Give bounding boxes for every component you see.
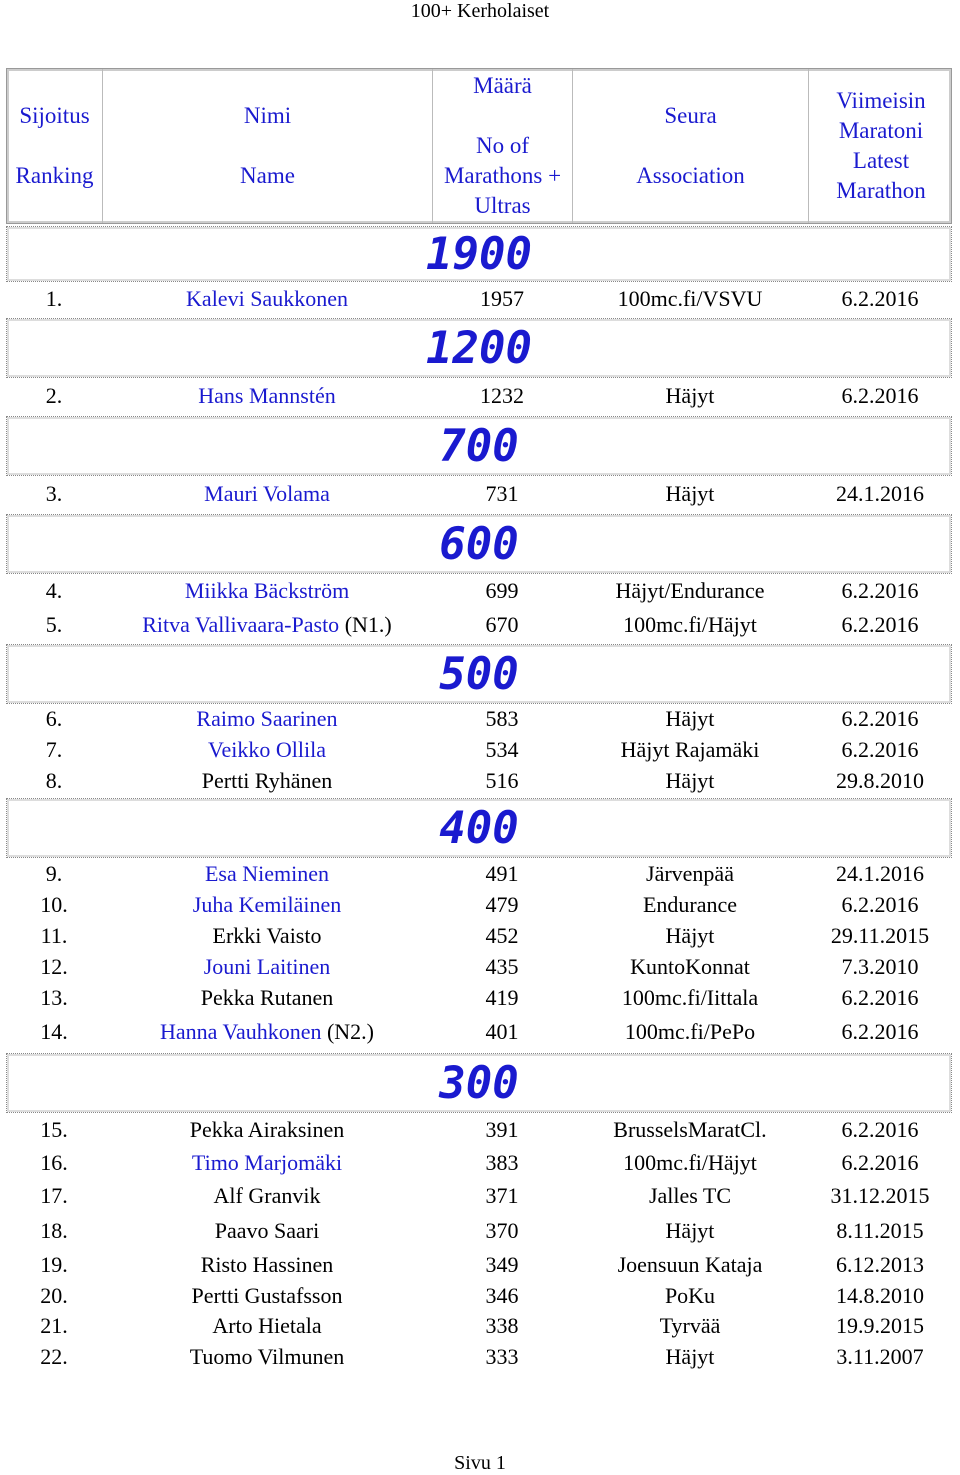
name-cell [102, 861, 432, 887]
club-cell: Häjyt [665, 481, 715, 506]
table-row [6, 734, 952, 765]
page-footer: Sivu 1 [454, 1452, 506, 1474]
club-cell: 100mc.fi/Iittala [621, 984, 759, 1010]
club-cell: Häjyt [665, 1344, 715, 1369]
runner-name: Pekka Rutanen [200, 984, 334, 1010]
table-row [6, 889, 952, 920]
runner-name-link[interactable]: Miikka Bäckström [184, 578, 350, 603]
club-cell: Joensuun Kataja [617, 1252, 763, 1277]
header-club [573, 69, 809, 223]
name-cell [102, 1252, 432, 1278]
marathon-count-cell: 419 [485, 984, 519, 1010]
header-ranking [7, 69, 103, 223]
name-cell [102, 1150, 432, 1176]
name-cell [102, 892, 432, 918]
runner-name-link[interactable]: Hans Mannstén [198, 383, 336, 408]
rank-cell: 3. [45, 481, 63, 506]
section-header: 500 [6, 644, 952, 704]
marathon-count-cell: 346 [485, 1283, 519, 1308]
rank-cell: 18. [40, 1218, 68, 1243]
latest-marathon-cell: 6.2.2016 [841, 891, 919, 917]
runner-name: Pertti Ryhänen [201, 767, 333, 793]
section-header: 1900 [6, 226, 952, 282]
marathon-count-cell: 516 [485, 767, 519, 793]
header-name [103, 69, 433, 223]
table-row [6, 858, 952, 889]
name-cell [102, 1019, 432, 1045]
header-count-en: No of Marathons + Ultras [443, 133, 562, 218]
header-latest [809, 69, 953, 223]
table-row [6, 765, 952, 796]
runner-note: (N2.) [321, 1019, 375, 1044]
latest-marathon-cell: 7.3.2010 [841, 953, 919, 979]
latest-marathon-cell: 3.11.2007 [836, 1344, 924, 1369]
table-row [6, 951, 952, 982]
runner-name-link[interactable]: Kalevi Saukkonen [186, 286, 348, 311]
marathon-count-cell: 401 [485, 1019, 519, 1044]
club-cell: Häjyt [665, 706, 715, 731]
marathon-count-cell: 583 [485, 706, 519, 731]
runner-name-link[interactable]: Jouni Laitinen [203, 953, 331, 979]
rank-cell: 12. [40, 953, 68, 979]
marathon-count-cell: 370 [485, 1218, 519, 1243]
rank-cell: 1. [45, 286, 63, 311]
page-title: 100+ Kerholaiset [410, 0, 550, 22]
runner-name: Arto Hietala [212, 1313, 322, 1338]
name-cell [102, 1344, 432, 1370]
name-cell [102, 1283, 432, 1309]
name-cell [102, 612, 432, 638]
latest-marathon-cell: 6.2.2016 [841, 736, 919, 762]
runner-name: Erkki Vaisto [212, 922, 322, 948]
name-cell [102, 923, 432, 949]
club-cell: 100mc.fi/PePo [624, 1019, 756, 1044]
header-name-en: Name [240, 163, 295, 188]
marathon-count-cell: 479 [485, 891, 519, 917]
runner-name: Pertti Gustafsson [191, 1283, 343, 1308]
header-count [433, 69, 573, 223]
runner-name-link[interactable]: Timo Marjomäki [191, 1149, 343, 1175]
sections-container [6, 226, 952, 1373]
rank-cell: 4. [45, 578, 63, 603]
table-row [6, 1213, 952, 1249]
header-club-en: Association [636, 163, 745, 188]
table-row [6, 982, 952, 1013]
rank-cell: 9. [45, 860, 63, 886]
marathon-count-cell: 534 [485, 736, 519, 762]
latest-marathon-cell: 6.2.2016 [841, 1019, 919, 1044]
name-cell [102, 1117, 432, 1143]
marathon-count-cell: 699 [485, 578, 519, 603]
runner-note: (N1.) [339, 612, 392, 637]
latest-marathon-cell: 31.12.2015 [830, 1183, 930, 1208]
runner-name: Pekka Airaksinen [189, 1116, 345, 1142]
runner-name: Risto Hassinen [200, 1252, 334, 1277]
latest-marathon-cell: 6.2.2016 [841, 286, 919, 311]
name-cell [102, 737, 432, 763]
table-row [6, 1311, 952, 1341]
latest-marathon-cell: 6.2.2016 [841, 706, 919, 731]
latest-marathon-cell: 29.8.2010 [836, 767, 924, 793]
latest-marathon-cell: 29.11.2015 [830, 922, 930, 948]
name-cell [102, 383, 432, 409]
runner-name-link[interactable]: Juha Kemiläinen [192, 891, 342, 917]
marathon-count-cell: 371 [485, 1183, 519, 1208]
club-cell: Häjyt/Endurance [615, 578, 765, 603]
club-cell: PoKu [664, 1283, 716, 1308]
name-cell [102, 768, 432, 794]
marathon-count-cell: 333 [485, 1344, 519, 1369]
table-row [6, 378, 952, 414]
latest-marathon-cell: 24.1.2016 [836, 481, 924, 506]
table-row [6, 920, 952, 951]
club-cell: Häjyt Rajamäki [620, 736, 760, 762]
table-row [6, 1281, 952, 1311]
table-row [6, 704, 952, 734]
header-ranking-en: Ranking [15, 163, 94, 188]
rank-cell: 20. [40, 1283, 68, 1308]
marathon-count-cell: 731 [485, 481, 519, 506]
table-row [6, 1249, 952, 1281]
latest-marathon-cell: 8.11.2015 [836, 1218, 924, 1243]
rank-cell: 6. [45, 706, 63, 731]
runner-name-link[interactable]: Raimo Saarinen [196, 706, 338, 731]
name-cell [102, 1218, 432, 1244]
table-row [6, 608, 952, 642]
rank-cell: 13. [40, 984, 68, 1010]
rank-cell: 2. [45, 383, 63, 408]
header-latest-en: Latest Marathon [836, 148, 926, 203]
name-cell [102, 706, 432, 732]
marathon-count-cell: 435 [485, 953, 519, 979]
header-ranking-fi: Sijoitus [19, 103, 90, 128]
rank-cell: 19. [40, 1252, 68, 1277]
section-header: 300 [6, 1053, 952, 1113]
latest-marathon-cell: 6.2.2016 [841, 1149, 919, 1175]
table-row [6, 476, 952, 512]
rank-cell: 14. [40, 1019, 68, 1044]
club-cell: Häjyt [665, 767, 715, 793]
name-cell [102, 481, 432, 507]
latest-marathon-cell: 6.2.2016 [841, 383, 919, 408]
section-header: 600 [6, 514, 952, 574]
latest-marathon-cell: 6.2.2016 [841, 612, 919, 637]
runner-name-link[interactable]: Veikko Ollila [208, 736, 326, 762]
club-cell: Häjyt [665, 922, 715, 948]
latest-marathon-cell: 19.9.2015 [836, 1313, 924, 1338]
rank-cell: 11. [40, 922, 68, 948]
rank-cell: 16. [40, 1149, 68, 1175]
marathon-count-cell: 338 [485, 1313, 519, 1338]
table-header [6, 69, 952, 224]
table-row [6, 574, 952, 608]
table-row [6, 1146, 952, 1179]
runner-name-link[interactable]: Mauri Volama [204, 481, 330, 506]
runner-name: Tuomo Vilmunen [189, 1344, 345, 1369]
runner-name: Alf Granvik [213, 1183, 321, 1208]
club-cell: Järvenpää [646, 860, 734, 886]
marathon-count-cell: 391 [485, 1116, 519, 1142]
rank-cell: 10. [40, 891, 68, 917]
table-row [6, 1113, 952, 1146]
club-cell: Tyrvää [659, 1313, 721, 1338]
marathon-count-cell: 349 [485, 1252, 519, 1277]
latest-marathon-cell: 14.8.2010 [836, 1283, 924, 1308]
latest-marathon-cell: 6.2.2016 [841, 984, 919, 1010]
club-cell: 100mc.fi/VSVU [617, 286, 763, 311]
club-cell: KuntoKonnat [630, 953, 750, 979]
rank-cell: 17. [40, 1183, 68, 1208]
table-row [6, 1013, 952, 1051]
section-header: 1200 [6, 318, 952, 378]
name-cell [102, 286, 432, 312]
header-latest-fi: Viimeisin Maratoni [836, 88, 926, 143]
name-cell [102, 954, 432, 980]
section-header: 400 [6, 798, 952, 858]
marathon-count-cell: 383 [485, 1149, 519, 1175]
rank-cell: 15. [40, 1116, 68, 1142]
name-cell [102, 1183, 432, 1209]
latest-marathon-cell: 6.2.2016 [841, 578, 919, 603]
table-row [6, 1179, 952, 1213]
marathon-count-cell: 1957 [480, 286, 524, 311]
club-cell: Endurance [642, 891, 738, 917]
runner-name-link[interactable]: Esa Nieminen [204, 860, 330, 886]
header-count-fi: Määrä [473, 73, 532, 98]
name-cell [102, 985, 432, 1011]
runner-name-link[interactable]: Ritva Vallivaara-Pasto [142, 612, 340, 637]
marathon-count-cell: 491 [485, 860, 519, 886]
runner-name: Paavo Saari [214, 1218, 320, 1243]
latest-marathon-cell: 6.12.2013 [836, 1252, 924, 1277]
club-cell: Häjyt [665, 1218, 715, 1243]
rank-cell: 5. [45, 612, 63, 637]
latest-marathon-cell: 24.1.2016 [836, 860, 924, 886]
rank-cell: 22. [40, 1344, 68, 1369]
club-cell: BrusselsMaratCl. [613, 1116, 767, 1142]
results-table [6, 68, 952, 1373]
name-cell [102, 578, 432, 604]
runner-name-link[interactable]: Hanna Vauhkonen [159, 1019, 322, 1044]
header-name-fi: Nimi [243, 103, 292, 128]
section-header: 700 [6, 416, 952, 476]
rank-cell: 21. [40, 1313, 68, 1338]
marathon-count-cell: 670 [485, 612, 519, 637]
club-cell: 100mc.fi/Häjyt [623, 1149, 757, 1175]
latest-marathon-cell: 6.2.2016 [841, 1116, 919, 1142]
header-club-fi: Seura [664, 103, 717, 128]
marathon-count-cell: 452 [485, 922, 519, 948]
name-cell [102, 1313, 432, 1339]
club-cell: 100mc.fi/Häjyt [623, 612, 757, 637]
club-cell: Jalles TC [648, 1183, 732, 1208]
rank-cell: 7. [45, 736, 63, 762]
table-row [6, 282, 952, 316]
rank-cell: 8. [45, 767, 63, 793]
marathon-count-cell: 1232 [480, 383, 524, 408]
table-row [6, 1341, 952, 1373]
club-cell: Häjyt [665, 383, 715, 408]
